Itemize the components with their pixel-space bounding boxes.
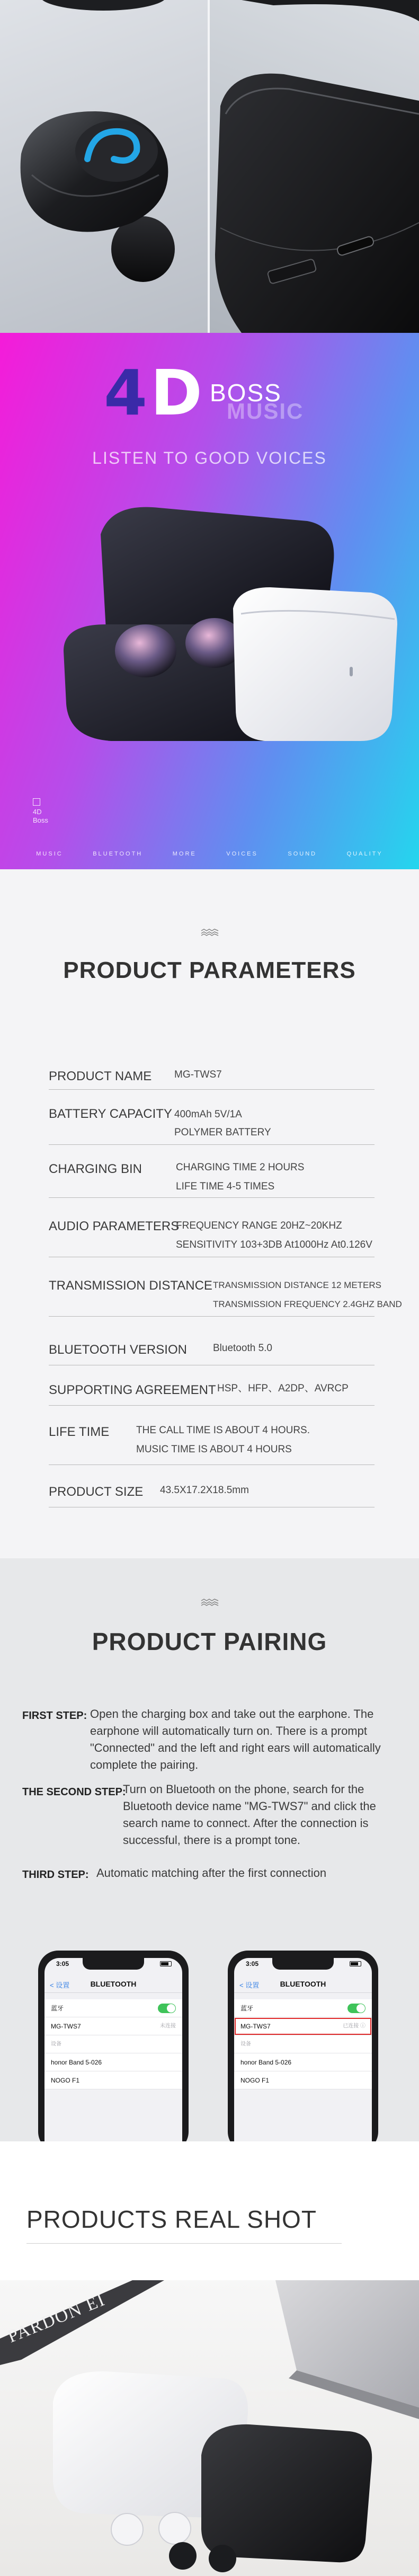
param-value: Bluetooth 5.0 xyxy=(213,1343,272,1354)
param-value: POLYMER BATTERY xyxy=(174,1127,271,1138)
device-name: NOGO F1 xyxy=(51,2077,80,2084)
feature-item: BLUETOOTH xyxy=(93,851,143,857)
param-value: TRANSMISSION DISTANCE 12 METERS xyxy=(213,1280,382,1290)
case-closeup-image xyxy=(210,0,419,333)
param-label: PRODUCT NAME xyxy=(49,1069,152,1083)
battery-icon xyxy=(350,1961,361,1966)
param-row xyxy=(49,1406,375,1465)
device-status: 已连接 ⓘ xyxy=(343,2023,365,2029)
device-name: MG-TWS7 xyxy=(240,2023,271,2030)
earbud-closeup-image xyxy=(0,0,208,333)
device-row[interactable] xyxy=(234,2053,372,2071)
charging-case-illustration xyxy=(210,0,419,333)
parameters-title: PRODUCT PARAMETERS xyxy=(63,957,356,983)
step-text: Open the charging box and take out the earphone. The earphone will automatically turn on. There is a prompt "Connected" and the left and right ears will automatically complete the pairing. xyxy=(90,1707,381,1771)
device-row[interactable] xyxy=(44,2071,182,2089)
param-value: HSP、HFP、A2DP、AVRCP xyxy=(217,1383,349,1394)
product-hero-image xyxy=(32,492,403,767)
feature-item: SOUND xyxy=(288,851,317,857)
step-label: FIRST STEP: xyxy=(22,1710,87,1722)
pairing-title: PRODUCT PAIRING xyxy=(92,1628,327,1655)
earbud-illustration xyxy=(0,0,208,333)
param-value: MUSIC TIME IS ABOUT 4 HOURS xyxy=(136,1444,292,1455)
wave-divider-icon xyxy=(201,1599,219,1606)
step-text: Turn on Bluetooth on the phone, search for the Bluetooth device name "MG-TWS7" and click the search name to connect. After the connection is successful, there is a prompt tone. xyxy=(123,1783,376,1847)
side-badge-line1: 4D xyxy=(33,808,42,816)
device-row-mg-tws7[interactable] xyxy=(234,2017,372,2035)
step-label: THE SECOND STEP: xyxy=(22,1786,126,1798)
brand-banner-section xyxy=(0,333,419,869)
square-icon xyxy=(33,798,40,806)
row-label: 蓝牙 xyxy=(240,2005,254,2012)
param-value: CHARGING TIME 2 HOURS xyxy=(176,1162,305,1173)
device-row[interactable] xyxy=(234,2071,372,2089)
param-value: 43.5X17.2X18.5mm xyxy=(160,1485,249,1496)
status-time: 3:05 xyxy=(246,1960,259,1968)
nav-bar xyxy=(44,1975,182,1993)
param-value: TRANSMISSION FREQUENCY 2.4GHZ BAND xyxy=(213,1299,402,1309)
real-shot-section xyxy=(0,2141,419,2576)
param-label: PRODUCT SIZE xyxy=(49,1485,144,1499)
param-label: AUDIO PARAMETERS xyxy=(49,1219,180,1233)
param-row xyxy=(49,1198,375,1257)
bluetooth-settings-screen xyxy=(234,1958,372,2141)
param-row xyxy=(49,1317,375,1365)
status-time: 3:05 xyxy=(56,1960,69,1968)
phone-notch xyxy=(83,1958,144,1970)
param-value: THE CALL TIME IS ABOUT 4 HOURS. xyxy=(136,1425,310,1436)
back-button[interactable]: < 设置 xyxy=(50,1981,70,1989)
device-row-mg-tws7[interactable] xyxy=(44,2017,182,2035)
wave-divider-icon xyxy=(201,929,219,936)
param-label: TRANSMISSION DISTANCE xyxy=(49,1278,212,1293)
section-label: 设备 xyxy=(240,2041,251,2047)
param-row xyxy=(49,1365,375,1406)
phone-mockup xyxy=(228,1951,378,2141)
bluetooth-toggle[interactable] xyxy=(158,2004,176,2013)
product-parameters-section xyxy=(0,869,419,1558)
real-shot-photo xyxy=(0,2280,419,2576)
bluetooth-toggle-row[interactable] xyxy=(44,1999,182,2017)
param-row xyxy=(49,1257,402,1317)
section-header xyxy=(234,2035,372,2053)
brand-sub-word: MUSIC xyxy=(227,399,304,424)
feature-item: MUSIC xyxy=(36,851,63,857)
param-value: SENSITIVITY 103+3DB At1000Hz At0.126V xyxy=(176,1239,372,1250)
nav-title: BLUETOOTH xyxy=(280,1980,326,1988)
param-label: BATTERY CAPACITY xyxy=(49,1107,172,1121)
row-label: 蓝牙 xyxy=(51,2005,64,2012)
settings-list xyxy=(234,1999,372,2089)
back-button[interactable]: < 设置 xyxy=(239,1981,260,1989)
device-name: NOGO F1 xyxy=(240,2077,270,2084)
bluetooth-toggle-row[interactable] xyxy=(234,1999,372,2017)
section-label: 设备 xyxy=(51,2041,61,2047)
device-name: honor Band 5-026 xyxy=(51,2059,102,2066)
brand-tagline: LISTEN TO GOOD VOICES xyxy=(92,448,327,467)
param-row xyxy=(49,1058,375,1090)
bluetooth-toggle[interactable] xyxy=(347,2004,365,2013)
product-pairing-section xyxy=(0,1558,419,2141)
title-underline xyxy=(26,2243,342,2244)
param-label: CHARGING BIN xyxy=(49,1162,142,1176)
feature-bar xyxy=(0,846,419,862)
phone-mockup xyxy=(38,1951,189,2141)
real-shot-illustration xyxy=(0,2280,419,2576)
param-row xyxy=(49,1465,375,1507)
device-status: 未连接 xyxy=(160,2023,176,2029)
device-name: honor Band 5-026 xyxy=(240,2059,292,2066)
feature-item: QUALITY xyxy=(346,851,383,857)
feature-item: MORE xyxy=(172,851,197,857)
device-name: MG-TWS7 xyxy=(51,2023,81,2030)
real-shot-title: PRODUCTS REAL SHOT xyxy=(26,2206,317,2233)
param-label: LIFE TIME xyxy=(49,1425,110,1439)
nav-title: BLUETOOTH xyxy=(90,1980,137,1988)
book-cover-text: PARDON EI xyxy=(5,2289,109,2347)
phone-notch xyxy=(272,1958,334,1970)
brand-word: BOSS xyxy=(210,379,282,407)
brand-logo xyxy=(104,358,326,427)
brand-letter: D xyxy=(150,356,202,429)
param-value: FREQUENCY RANGE 20HZ~20KHZ xyxy=(176,1220,342,1231)
section-header xyxy=(44,2035,182,2053)
step-label: THIRD STEP: xyxy=(22,1869,89,1881)
param-row xyxy=(49,1090,375,1145)
device-row[interactable] xyxy=(44,2053,182,2071)
side-brand-badge xyxy=(33,798,65,825)
feature-item: VOICES xyxy=(226,851,258,857)
step-text: Automatic matching after the first connection xyxy=(96,1866,327,1880)
param-label: SUPPORTING AGREEMENT xyxy=(49,1383,216,1397)
param-value: LIFE TIME 4-5 TIMES xyxy=(176,1181,275,1192)
param-value: MG-TWS7 xyxy=(174,1069,222,1080)
settings-list xyxy=(44,1999,182,2089)
side-badge-line2: Boss xyxy=(33,816,48,824)
closeup-section xyxy=(0,0,419,333)
battery-icon xyxy=(160,1961,172,1966)
param-label: BLUETOOTH VERSION xyxy=(49,1343,187,1357)
nav-bar xyxy=(234,1975,372,1993)
bluetooth-settings-screen xyxy=(44,1958,182,2141)
param-value: 400mAh 5V/1A xyxy=(174,1109,242,1120)
brand-number: 4 xyxy=(104,356,146,429)
param-row xyxy=(49,1145,375,1198)
